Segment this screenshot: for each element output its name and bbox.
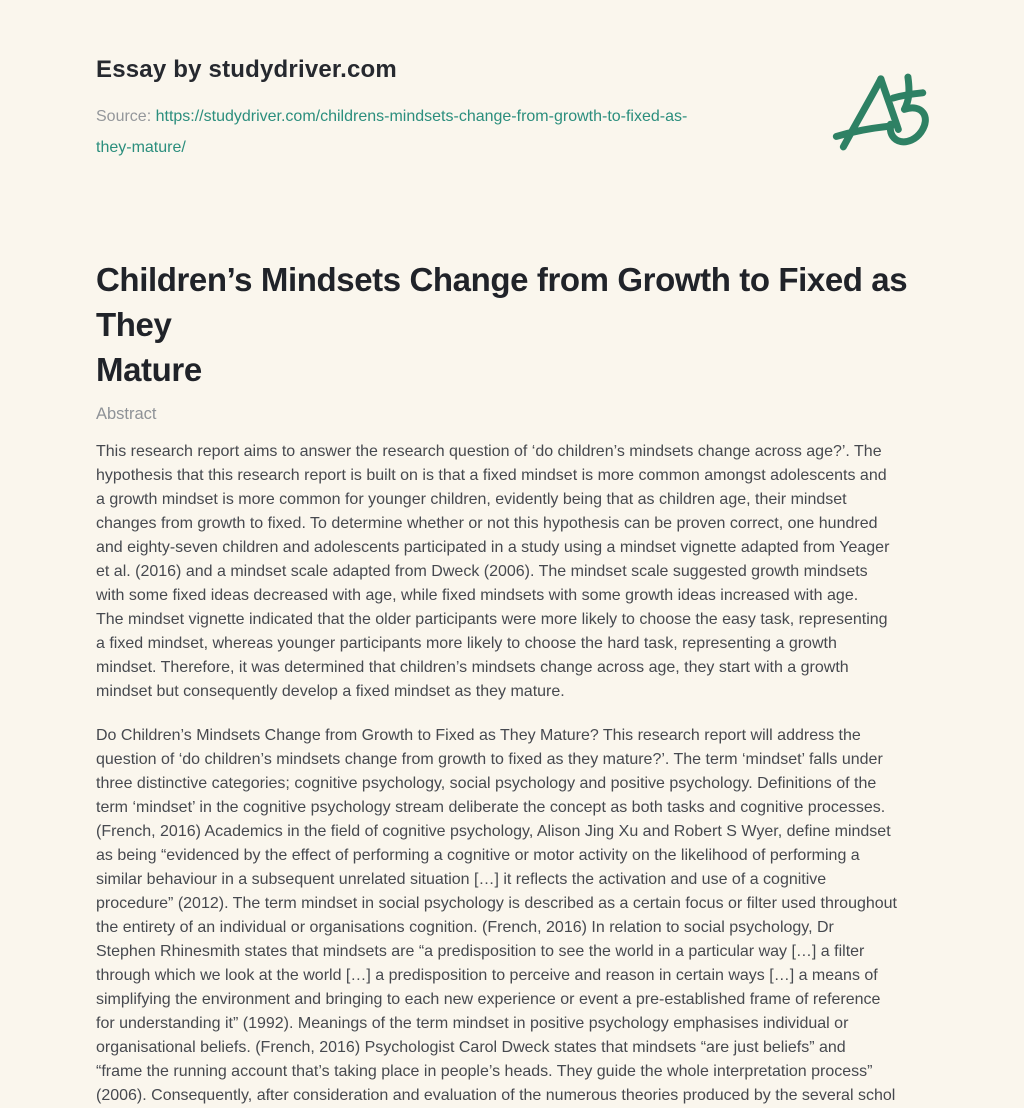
- article-title-line-2: Mature: [96, 351, 202, 388]
- page-header: [96, 56, 930, 163]
- text-line: The mindset vignette indicated that the older participants were more likely to choose the easy task, representing: [96, 611, 888, 628]
- article-title-line-1: Children’s Mindsets Change from Growth to Fixed as They: [96, 261, 908, 343]
- text-line: mindset but consequently develop a fixed mindset as they mature.: [96, 683, 565, 700]
- page-title: Essay by studydriver.com: [96, 56, 397, 83]
- source-url-line-1: https://studydriver.com/childrens-mindsets-change-from-growth-to-fixed-as-: [155, 108, 688, 125]
- studydriver-a-plus-logo-icon: [832, 64, 928, 160]
- text-line: (French, 2016) Academics in the field of cognitive psychology, Alison Jing Xu and Robert S Wyer, define mindset: [96, 823, 891, 840]
- source-url-line-2: they-mature/: [96, 139, 186, 156]
- text-line: “frame the running account that’s taking place in people’s heads. They guide the whole interpretation process”: [96, 1063, 873, 1080]
- text-line: This research report aims to answer the research question of ‘do children’s mindsets change across age?’. The: [96, 443, 882, 460]
- article-title: [96, 257, 930, 392]
- header-text-block: [96, 56, 687, 163]
- text-line: similar behaviour in a subsequent unrelated situation […] it reflects the activation and use of a cognitive: [96, 871, 827, 888]
- text-line: with some fixed ideas decreased with age, while fixed mindsets with some growth ideas increased with age.: [96, 587, 859, 604]
- text-line: a fixed mindset, whereas younger participants more likely to choose the hard task, representing a growth: [96, 635, 837, 652]
- text-line: procedure” (2012). The term mindset in social psychology is described as a certain focus or filter used throughout: [96, 895, 897, 912]
- abstract-paragraph: [96, 440, 930, 704]
- source-label: Source:: [96, 108, 152, 125]
- text-line: simplifying the environment and bringing to each new experience or event a pre-established frame of reference: [96, 991, 881, 1008]
- text-line: hypothesis that this research report is built on is that a fixed mindset is more common amongst adolescents and: [96, 467, 887, 484]
- text-line: organisational beliefs. (French, 2016) Psychologist Carol Dweck states that mindsets “are just beliefs” and: [96, 1039, 846, 1056]
- text-line: question of ‘do children’s mindsets change from growth to fixed as they mature?’. The term ‘mindset’ falls under: [96, 751, 883, 768]
- text-line: Do Children’s Mindsets Change from Growth to Fixed as They Mature? This research report will address the: [96, 727, 861, 744]
- text-line: term ‘mindset’ in the cognitive psychology stream deliberate the concept as both tasks and cognitive processes.: [96, 799, 886, 816]
- abstract-heading: Abstract: [96, 405, 157, 423]
- text-line: as being “evidenced by the effect of performing a cognitive or motor activity on the likelihood of performing a: [96, 847, 860, 864]
- body-paragraph: [96, 724, 930, 1108]
- text-line: three distinctive categories; cognitive psychology, social psychology and positive psychology. Definitions of the: [96, 775, 877, 792]
- text-line: changes from growth to fixed. To determine whether or not this hypothesis can be proven correct, one hundred: [96, 515, 878, 532]
- text-line: a growth mindset is more common for younger children, evidently being that as children age, their mindset: [96, 491, 847, 508]
- text-line: et al. (2016) and a mindset scale adapted from Dweck (2006). The mindset scale suggested growth mindsets: [96, 563, 868, 580]
- text-line: and eighty-seven children and adolescents participated in a study using a mindset vignette adapted from Yeager: [96, 539, 890, 556]
- source-url-link[interactable]: [96, 108, 687, 156]
- source-line: [96, 101, 687, 163]
- text-line: for understanding it” (1992). Meanings of the term mindset in positive psychology emphasises individual or: [96, 1015, 849, 1032]
- text-line: (2006). Consequently, after consideration and evaluation of the numerous theories produced by the several schol: [96, 1087, 896, 1104]
- text-line: the entirety of an individual or organisations cognition. (French, 2016) In relation to social psychology, Dr: [96, 919, 834, 936]
- text-line: through which we look at the world […] a predisposition to perceive and reason in certain ways […] a means of: [96, 967, 878, 984]
- text-line: Stephen Rhinesmith states that mindsets are “a predisposition to see the world in a particular way […] a filter: [96, 943, 865, 960]
- text-line: mindset. Therefore, it was determined that children’s mindsets change across age, they start with a growth: [96, 659, 849, 676]
